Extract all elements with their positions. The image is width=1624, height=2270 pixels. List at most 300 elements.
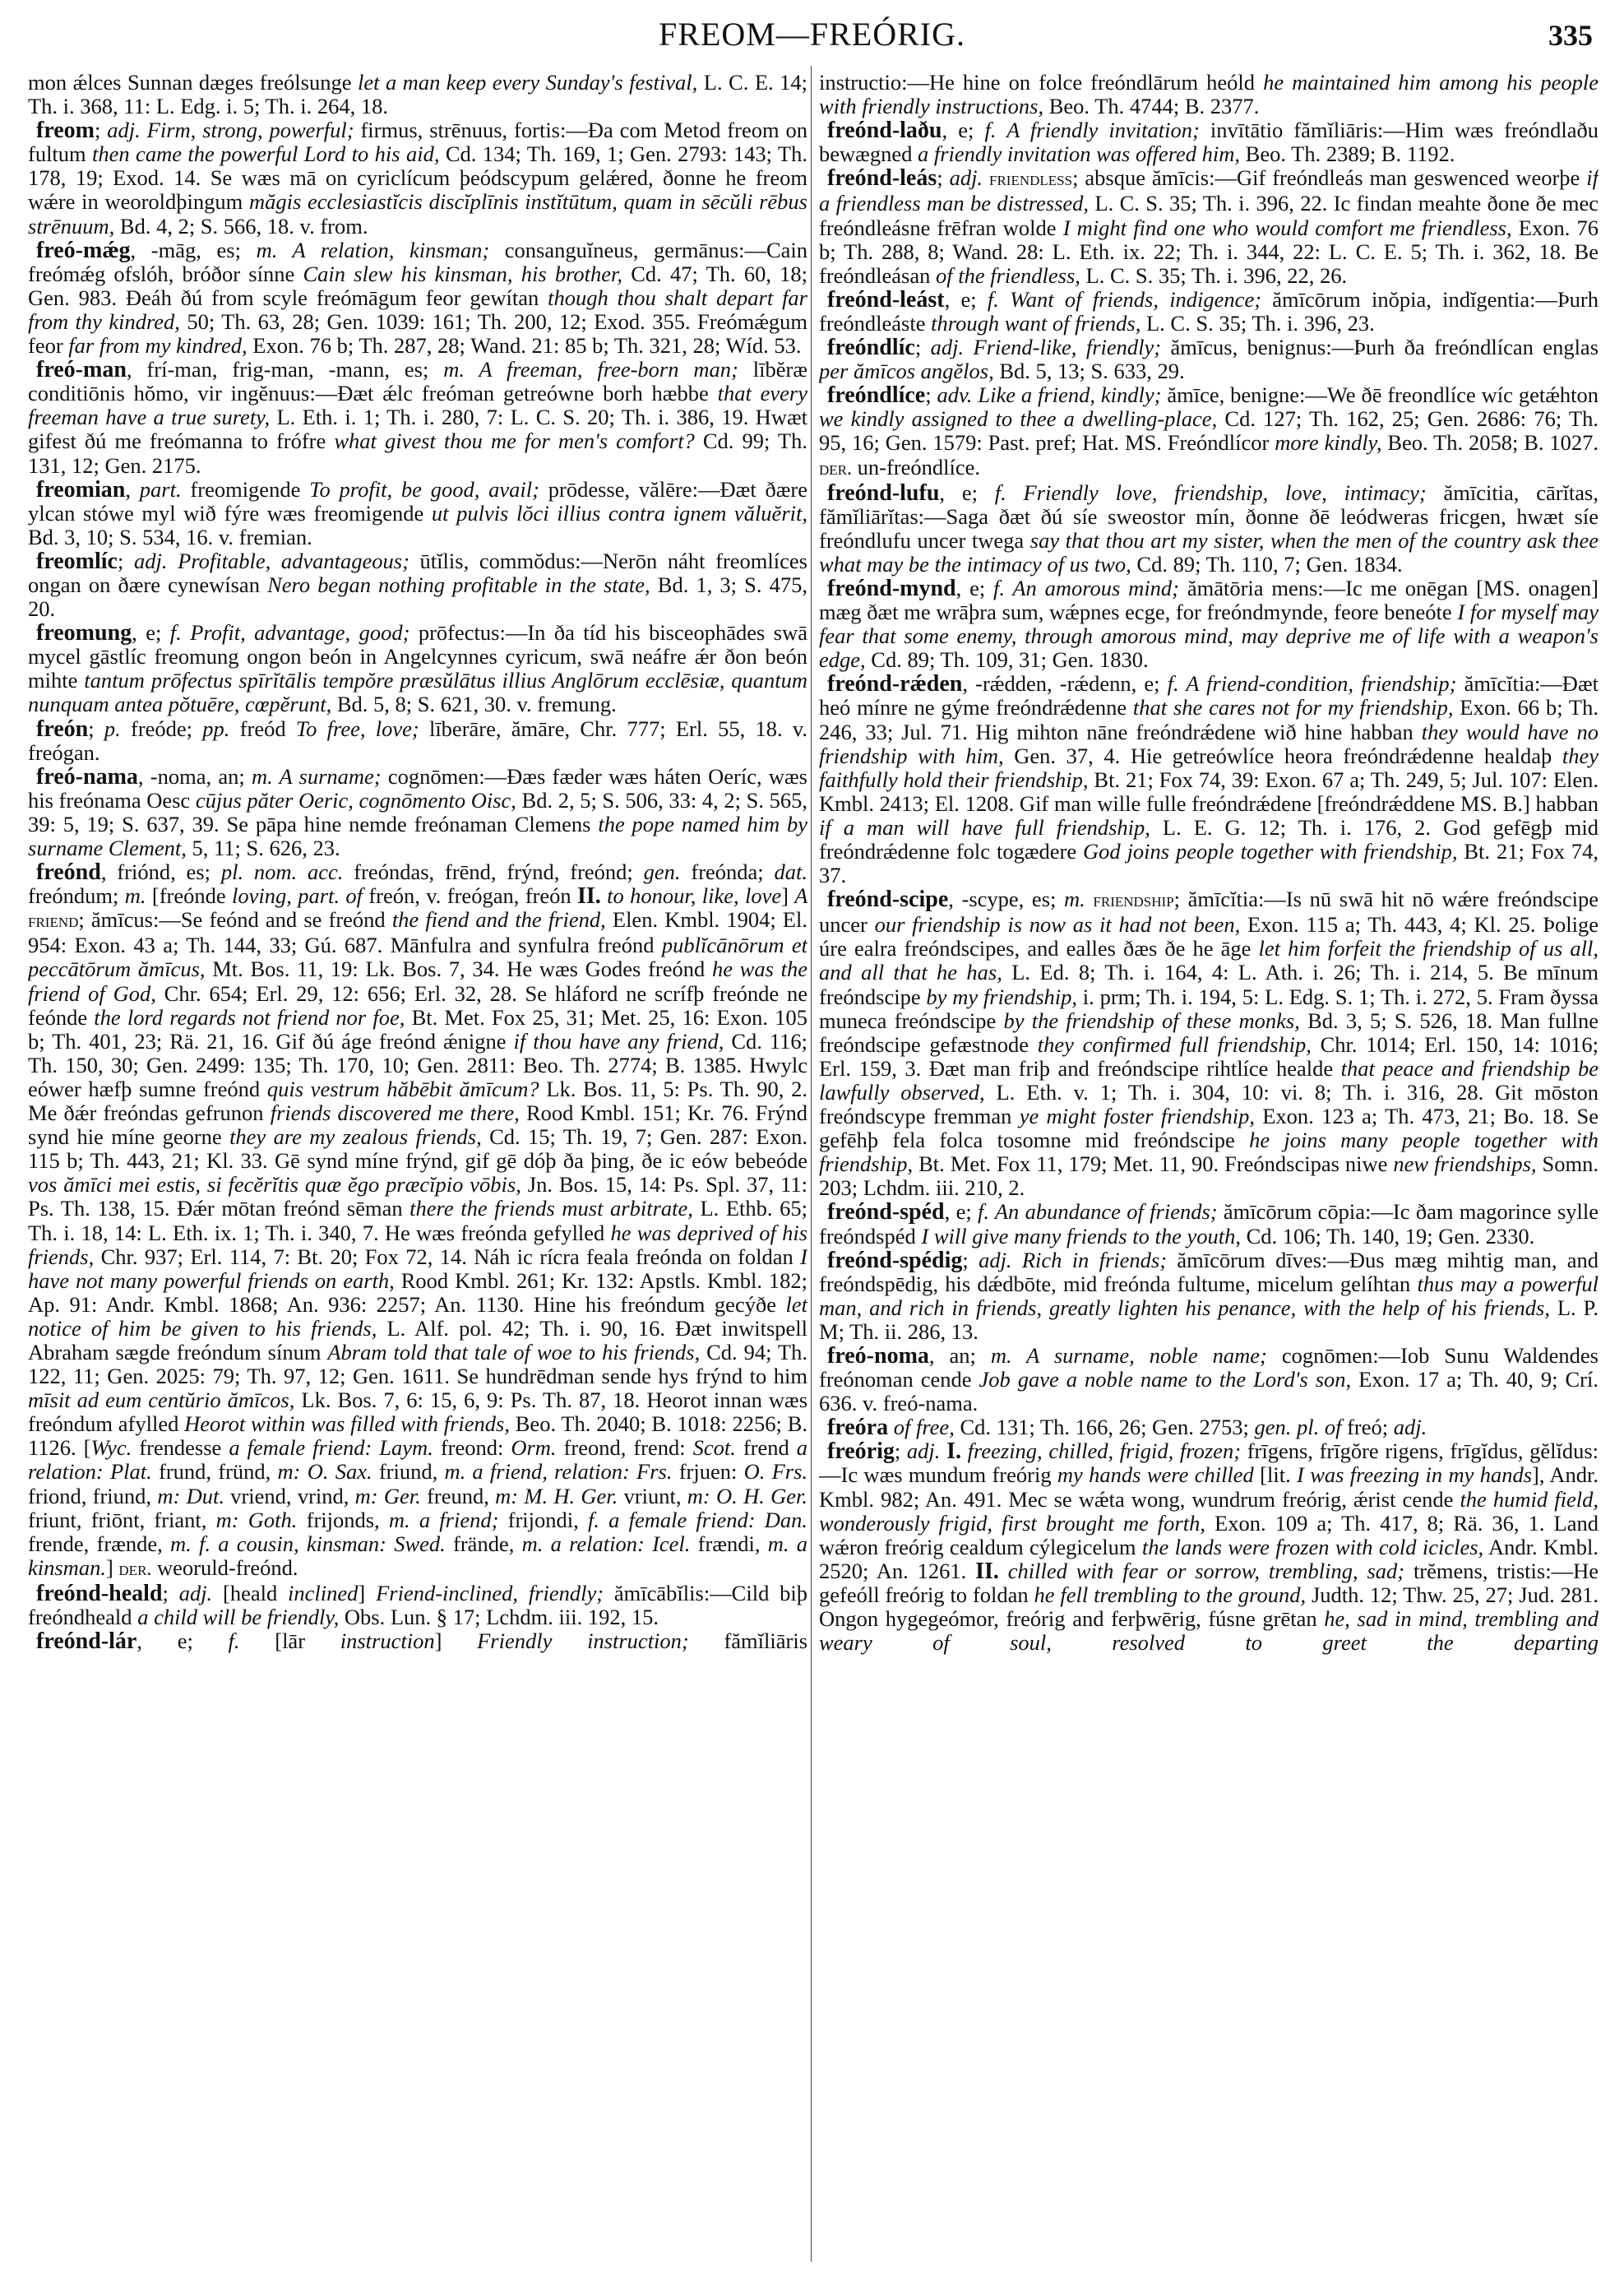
dictionary-entry xyxy=(819,118,1599,166)
entry-text: frændi, xyxy=(690,1531,768,1556)
entry-text: ; xyxy=(962,1247,979,1272)
italic-gloss: the lands were frozen with cold icicles, xyxy=(1141,1534,1484,1559)
entry-text: prōdesse, vălēre:—Ðæt ðære ylcan stówe myl wið fýre wæs freomigende xyxy=(28,476,807,526)
entry-text: fămĭliāris xyxy=(688,1628,807,1654)
entry-text: Cd. 89; Th. 109, 31; Gen. 1830. xyxy=(865,647,1149,673)
entry-text: ămīcitia, cārĭtas, fămĭliārĭtas:—Saga ðæt ðú síe sweostor mín, ðonne ðē leódweras fricgen, hwæt síe freóndlufu uncer twega xyxy=(819,479,1599,553)
entry-text: ; ămīcĭtia:—Is nū swā hit nō wǽre freóndscipe uncer xyxy=(819,887,1599,938)
headword: freónd-lár xyxy=(36,1628,137,1655)
entry-text: ; xyxy=(95,118,108,143)
entry-text: L. Ed. 8; Th. i. 164, 4: L. Ath. i. 26; Th. i. 214, 5. Be mīnum freóndscipe xyxy=(819,960,1599,1009)
entry-text: Exon. 66 b; Th. 246, 33; Jul. 71. Hig mihton nāne freóndrǽdene wið hine habban xyxy=(819,695,1599,744)
italic-gloss: they confirmed full friendship, xyxy=(1037,1031,1312,1057)
entry-text: frände, xyxy=(445,1531,522,1556)
italic-gloss: through want of friends, xyxy=(931,310,1141,336)
italic-gloss: Nero began nothing profitable in the state, xyxy=(267,572,650,597)
entry-text: invītātio fămĭliāris:—Him wæs freóndlaðu bewægned xyxy=(819,118,1599,167)
entry-text: ămīcĭtia:—Ðæt heó mínre ne gýme freóndrǽdenne xyxy=(819,671,1599,720)
entry-text: freóndum; xyxy=(28,883,125,909)
italic-gloss: to honour, like, love xyxy=(600,883,782,909)
dictionary-entry xyxy=(819,71,1599,118)
italic-gloss: inclined xyxy=(288,1580,359,1605)
entry-text: trĕmens, tristis:—He gefeóll freórig to foldan xyxy=(819,1558,1599,1607)
entry-text: freód xyxy=(229,716,296,741)
small-caps-text: der. xyxy=(819,457,852,479)
italic-gloss: gen. xyxy=(643,859,681,885)
italic-gloss: adv. Like a friend, kindly; xyxy=(937,382,1162,408)
entry-text: freó; xyxy=(1341,1415,1394,1440)
entry-text: ; xyxy=(162,1580,179,1605)
entry-text: freóndas, frēnd, frýnd, freónd; xyxy=(343,859,644,885)
dictionary-entry xyxy=(28,860,807,1582)
entry-text: [lār xyxy=(239,1628,340,1654)
entry-text: Bd. 3, 5; S. 526, 18. Man fullne freóndscipe gefæstnode xyxy=(819,1008,1599,1057)
entry-text: ămīcōrum cōpia:—Ic ðam magorince sylle freóndspéd xyxy=(819,1199,1599,1248)
dictionary-entry xyxy=(28,549,807,621)
italic-gloss: m. a friend; xyxy=(388,1507,499,1532)
dictionary-entry xyxy=(819,481,1599,577)
italic-gloss: adj. Friend-like, friendly; xyxy=(930,335,1162,360)
italic-gloss: O. Frs. xyxy=(743,1459,807,1485)
headword: freónd-laðu xyxy=(827,118,942,144)
dictionary-entry xyxy=(819,1344,1599,1415)
entry-text: , friónd, es; xyxy=(100,859,221,885)
italic-gloss: dat. xyxy=(774,859,807,885)
entry-text: [lit. xyxy=(1253,1462,1298,1488)
entry-text: freomigende xyxy=(181,476,310,502)
italic-gloss: m: M. H. Ger. xyxy=(495,1483,618,1508)
entry-text: līberāre, ămāre, Chr. 777; Erl. 55, 18. v. freógan. xyxy=(28,716,807,765)
entry-text: ; absque ămīcis:—Gif freóndleás man geswenced weorþe xyxy=(1072,165,1587,191)
headword: freórig xyxy=(827,1438,895,1465)
entry-text xyxy=(888,1415,894,1439)
italic-gloss: I might find one who would comfort me friendless, xyxy=(1062,215,1512,240)
entry-text: mon ǽlces Sunnan dæges freólsunge xyxy=(28,71,358,95)
entry-text: friund, xyxy=(372,1459,445,1485)
entry-text: , e; xyxy=(136,1628,229,1654)
entry-text: L. Ethb. 65; Th. i. 18, 14: L. Eth. ix. 1; Th. i. 340, 7. He wæs freónda gefylled xyxy=(28,1196,807,1245)
italic-gloss: let him forfeit the friendship of us all, and all that he has, xyxy=(819,936,1599,985)
headword: freónd-lufu xyxy=(827,479,940,506)
entry-text: L. E. G. 12; Th. i. 176, 2. God gefēgþ mid freóndrǽdenne folc togædere xyxy=(819,814,1599,864)
entry-text: ] xyxy=(781,883,795,909)
entry-text: , -māg, es; xyxy=(130,237,257,262)
headword: freónd-mynd xyxy=(827,575,956,601)
italic-gloss: let a man keep every Sunday's festival, xyxy=(357,71,698,95)
entry-text: , e; xyxy=(955,575,994,600)
italic-gloss: m. xyxy=(1064,887,1094,912)
entry-text: Bd. 2, 5; S. 506, 33: 4, 2; S. 565, 39: 5, 19; S. 637, 39. Se pāpa hine nemde freónaman Clemens xyxy=(28,787,807,836)
italic-gloss: m: O. Sax. xyxy=(277,1459,372,1485)
italic-gloss: he maintained him among his people with friendly instructions, xyxy=(819,71,1599,119)
italic-gloss: the pope named him by surname Clement, xyxy=(28,811,807,860)
headword: freó-mǽg xyxy=(36,237,131,263)
headword: freóndlíce xyxy=(827,382,926,409)
entry-text: Bd. 3, 10; S. 534, 16. v. fremian. xyxy=(28,524,312,549)
italic-gloss: God joins people together with friendship, xyxy=(1083,839,1458,864)
italic-gloss: A xyxy=(794,883,807,909)
italic-gloss: adj. xyxy=(178,1580,213,1605)
entry-text: , xyxy=(125,476,140,502)
entry-text: , -noma, an; xyxy=(137,763,252,789)
entry-text: ămīcābĭlis:—Cild biþ freóndheald xyxy=(28,1580,807,1629)
italic-gloss: To free, love; xyxy=(295,716,419,741)
entry-text: Rood Kmbl. 151; Kr. 76. Frýnd synd hie míne georne xyxy=(28,1100,807,1150)
entry-text: L. Alf. pol. 42; Th. i. 90, 16. Ðæt inwitspell Abraham sægde freóndum sínum xyxy=(28,1315,807,1364)
italic-gloss: Scot. xyxy=(692,1435,736,1461)
entry-text: Exon. 109 a; Th. 417, 8; Rä. 36, 1. Land wǽron freórig cealdum cýlegicelum xyxy=(819,1510,1599,1559)
italic-gloss: publĭcānōrum et peccātōrum ămīcus, xyxy=(28,933,807,982)
italic-gloss: of the friendless, xyxy=(936,262,1080,288)
entry-text: L. C. S. 35; Th. i. 396, 22, 26. xyxy=(1080,262,1348,288)
italic-gloss: Wyc. xyxy=(90,1435,132,1461)
headword: II. xyxy=(576,883,601,910)
dictionary-entry xyxy=(819,1415,1599,1439)
entry-text: ămīcus, benignus:—Þurh ða freóndlícan englas xyxy=(1161,335,1599,360)
italic-gloss: that peace and friendship be lawfully observed, xyxy=(819,1055,1599,1105)
entry-text xyxy=(940,1438,946,1463)
dictionary-entry xyxy=(819,672,1599,887)
italic-gloss: he was deprived of his friends, xyxy=(28,1220,807,1269)
italic-gloss: they are my zealous friends, xyxy=(229,1124,482,1150)
italic-gloss: if a man will have full friendship, xyxy=(819,814,1150,840)
entry-text: friond, friund, xyxy=(28,1483,158,1508)
entry-text: Cd. 89; Th. 110, 7; Gen. 1834. xyxy=(1131,551,1403,577)
entry-text: Beo. Th. 4744; B. 2377. xyxy=(1043,94,1260,119)
italic-gloss: m. A freeman, free-born man; xyxy=(443,357,738,382)
entry-text: Cd. 94; Th. 122, 11; Gen. 2025: 79; Th. 97, 12; Gen. 1611. Se hundrēdman sende hys frýnd to him xyxy=(28,1339,807,1389)
italic-gloss: loving, part. of xyxy=(232,883,363,909)
italic-gloss: m. A surname; xyxy=(252,763,382,789)
headword: freónd-rǽden xyxy=(827,671,963,697)
italic-gloss: more kindly, xyxy=(1275,430,1382,456)
entry-text: Exon. 76 b; Th. 288, 8; Wand. 28: L. Eth. ix. 22; Th. i. 344, 22: L. C. E. 5; Th. i. 362, 18. Be freóndleásan xyxy=(819,215,1599,288)
headword: freónd-spéd xyxy=(827,1199,945,1225)
entry-text: ămīcōrum dīves:—Ðus mæg mihtig man, and freóndspēdig, his dǽdbōte, mid freónda fultume, micelum gelíhtan xyxy=(819,1247,1599,1296)
entry-text: Rood Kmbl. 261; Kr. 132: Apstls. Kmbl. 182; Ap. 91: Andr. Kmbl. 1868; An. 936: 2257; An. 1130. Hine his freóndum gecýðe xyxy=(28,1267,807,1317)
entry-text: [freónde xyxy=(146,883,232,909)
entry-text: ; xyxy=(117,548,134,573)
headword: freomian xyxy=(36,476,126,503)
italic-gloss: part. xyxy=(139,476,182,502)
entry-text: Bd. 1, 3; S. 475, 20. xyxy=(28,572,807,622)
entry-text: freónda; xyxy=(680,859,775,885)
entry-text: ] xyxy=(434,1628,478,1654)
italic-gloss: they faithfully hold their friendship, xyxy=(819,743,1599,792)
italic-gloss: then came the powerful Lord to his aid, xyxy=(92,141,440,167)
dictionary-entry xyxy=(819,383,1599,480)
italic-gloss: a child will be friendly, xyxy=(137,1605,340,1629)
italic-gloss: Friend-inclined, friendly; xyxy=(376,1580,604,1605)
italic-gloss: he was the friend of God, xyxy=(28,957,807,1006)
italic-gloss: adj. Profitable, advantageous; xyxy=(134,548,409,573)
italic-gloss: I have not many powerful friends on earth, xyxy=(28,1244,807,1293)
small-caps-text: der. xyxy=(118,1558,152,1580)
entry-text: Exon. 76 b; Th. 287, 28; Wand. 21: 85 b; Th. 321, 28; Wíd. 53. xyxy=(247,333,802,359)
headword: II. xyxy=(975,1558,999,1584)
small-caps-text: friendless xyxy=(989,169,1073,191)
italic-gloss: he joins many people together with friendship, xyxy=(819,1128,1599,1177)
italic-gloss: instruction xyxy=(340,1628,435,1654)
entry-text: Beo. Th. 2058; B. 1027. xyxy=(1381,430,1599,456)
entry-text: ; xyxy=(88,716,104,741)
dictionary-entry xyxy=(28,765,807,860)
italic-gloss: a female friend: Laym. xyxy=(229,1435,433,1461)
italic-gloss: adj. xyxy=(906,1438,941,1464)
entry-text: Mt. Bos. 11, 19: Lk. Bos. 7, 34. He wæs Godes freónd xyxy=(205,957,712,982)
entry-text: Cd. 99; Th. 131, 12; Gen. 2175. xyxy=(28,429,807,478)
italic-gloss: that every freeman have a true surety, xyxy=(28,381,807,430)
entry-text: Exon. 17 a; Th. 40, 9; Crí. 636. v. freó-nama. xyxy=(819,1367,1599,1416)
entry-text: Cd. 15; Th. 19, 7; Gen. 287: Exon. 115 b; Th. 443, 21; Kl. 33. Gē synd míne frýnd, gif gē dóþ ða þing, ðe ic eów bebeóde xyxy=(28,1124,807,1174)
italic-gloss: f. An abundance of friends; xyxy=(978,1199,1218,1225)
italic-gloss: m: Ger. xyxy=(354,1483,421,1508)
dictionary-entry xyxy=(819,336,1599,383)
entry-text: Lk. Bos. 7, 6: 15, 6, 9: Ps. Th. 87, 18. Heorot innan wæs freóndum afylled xyxy=(28,1387,807,1437)
entry-text: ] xyxy=(358,1580,377,1605)
italic-gloss: a relation: Plat. xyxy=(28,1435,807,1485)
entry-text: , e; xyxy=(944,1199,979,1225)
italic-gloss: ut pulvis lŏci illius contra ignem văluĕrit, xyxy=(431,500,807,526)
italic-gloss: Job gave a noble name to the Lord's son, xyxy=(979,1367,1352,1392)
italic-gloss: I for myself may fear that some enemy, through amorous mind, may deprive me of life with a weapon's edge, xyxy=(819,600,1599,673)
entry-text: ūtĭlis, commŏdus:—Nerōn náht freomlíces ongan on ðære cynewísan xyxy=(28,548,807,597)
headword: freónd-leást xyxy=(827,286,945,313)
entry-text: ; xyxy=(937,165,950,191)
dictionary-entry xyxy=(28,717,807,765)
entry-text: Cd. 131; Th. 166, 26; Gen. 2753; xyxy=(954,1415,1255,1440)
italic-gloss: we kindly assigned to thee a dwelling-place, xyxy=(819,406,1218,432)
italic-gloss: he, sad in mind, trembling and weary of soul, resolved to greet the departing xyxy=(819,1606,1599,1656)
headword: freónd-heald xyxy=(36,1580,163,1606)
italic-gloss: adj. xyxy=(1393,1415,1427,1440)
italic-gloss: my hands were chilled xyxy=(1057,1462,1254,1488)
italic-gloss: thus may a powerful man, and rich in friends, greatly lighten his penance, with the help of his friends, xyxy=(819,1271,1599,1320)
entry-text: frjuen: xyxy=(672,1459,744,1485)
entry-text: [heald xyxy=(212,1580,289,1605)
entry-text: cognōmen:—Ðæs fæder wæs háten Oeríc, wæs his freónama Oesc xyxy=(28,763,807,813)
italic-gloss: far from my kindred, xyxy=(68,333,248,359)
headword: freónd xyxy=(36,859,101,886)
page-number: 335 xyxy=(1548,19,1593,52)
italic-gloss: măgis ecclesiastĭcis discĭplīnis instĭtūtum, quam in sēcŭli rēbus strēnuum, xyxy=(28,189,807,239)
italic-gloss: the fiend and the friend, xyxy=(391,907,606,933)
italic-gloss: quis vestrum hăbēbit ămīcum? xyxy=(266,1076,539,1101)
entry-text: Beo. Th. 2040; B. 1018: 2256; B. 1126. [ xyxy=(28,1411,807,1461)
italic-gloss: pp. xyxy=(202,716,230,741)
entry-text: freóde; xyxy=(120,716,203,741)
headword: freó-man xyxy=(36,357,127,383)
italic-gloss: friends discovered me there, xyxy=(270,1100,520,1126)
italic-gloss: adj. xyxy=(949,165,989,191)
italic-gloss: though thou shalt depart far from thy kindred, xyxy=(28,285,807,334)
small-caps-text: friendship xyxy=(1093,890,1174,912)
headword: freóndlíc xyxy=(827,335,915,361)
entry-text: lībĕræ conditiōnis hŏmo, vir ingĕnuus:—Ðæt ǽlc freóman getreówne borh hæbbe xyxy=(28,357,807,406)
entry-text: , -rǽdden, -rǽdenn, e; xyxy=(962,671,1168,697)
headword: freón xyxy=(36,716,89,742)
entry-text: , frí-man, frig-man, -mann, es; xyxy=(126,357,444,382)
dictionary-entry xyxy=(819,288,1599,336)
entry-text: Jn. Bos. 15, 14: Ps. Spl. 37, 11: Ps. Th. 138, 15. Ðǽr mōtan freónd sēman xyxy=(28,1172,807,1221)
italic-gloss: adj. Rich in friends; xyxy=(979,1247,1168,1272)
left-column xyxy=(28,71,807,2263)
headword: freónd-leás xyxy=(827,165,937,192)
entry-text: firmus, strēnuus, fortis:—Ða com Metod freom on fultum xyxy=(28,118,807,167)
italic-gloss: f. An amorous mind; xyxy=(993,575,1180,600)
entry-text: Somn. 203; Lchdm. iii. 210, 2. xyxy=(819,1151,1599,1201)
small-caps-text: friend xyxy=(28,910,79,933)
entry-text: Cd. 106; Th. 140, 19; Gen. 2330. xyxy=(1240,1223,1535,1248)
entry-text: i. prm; Th. i. 194, 5: L. Edg. S. 1; Th. i. 272, 5. Fram ðyssa muneca freóndscipe xyxy=(819,984,1599,1033)
entry-text: vriend, vrind, xyxy=(224,1483,355,1508)
italic-gloss: m: Dut. xyxy=(157,1483,224,1508)
italic-gloss: m. f. a cousin, kinsman: Swed. xyxy=(170,1531,446,1556)
headword: freónd-spédig xyxy=(827,1247,963,1273)
column-divider xyxy=(811,66,812,2262)
entry-text: instructio:—He hine on folce freóndlārum heóld xyxy=(819,71,1264,95)
headword: I. xyxy=(946,1438,961,1465)
italic-gloss: tantum prōfectus spīrĭtālis tempŏre præsŭlātus illius Anglōrum ecclēsiæ, quantum nunquam antea pŏtuēre, cœpĕrunt, xyxy=(28,668,807,717)
headword: freó-noma xyxy=(827,1342,929,1369)
italic-gloss: m. a kinsman. xyxy=(28,1531,807,1580)
entry-text: Judth. 12; Thw. 25, 27; Jud. 281. Ongon hygegeómor, freórig and ferþwērig, fúsne grētan xyxy=(819,1582,1599,1631)
italic-gloss: they would have no friendship with him, xyxy=(819,719,1599,768)
entry-text: Cd. 116; Th. 150, 30; Gen. 2499: 135; Th. 170, 10; Gen. 2811: Beo. Th. 2774; B. 1385. Hwylc eówer hæfþ sumne freónd xyxy=(28,1028,807,1101)
running-head: FREOM—FREÓRIG. xyxy=(659,16,965,53)
entry-text: Chr. 654; Erl. 29, 12: 656; Erl. 32, 28. Se hláford ne scrífþ freónde ne feónde xyxy=(28,980,807,1030)
italic-gloss: Heorot within was filled with friends, xyxy=(184,1411,510,1437)
italic-gloss: m: O. H. Ger. xyxy=(687,1483,807,1508)
entry-text: Exon. 115 a; Th. 443, 4; Kl. 25. Þolige úre ealra freóndscipes, and ealles ðæs ðe he āge xyxy=(819,912,1599,961)
italic-gloss: the humid field, wonderously frigid, first brought me forth, xyxy=(819,1486,1599,1536)
headword: freó-nama xyxy=(36,763,138,790)
italic-gloss: f. a female friend: Dan. xyxy=(587,1507,807,1532)
entry-text: friunt, friōnt, friant, xyxy=(28,1507,216,1532)
italic-gloss: Friendly instruction; xyxy=(477,1628,689,1654)
entry-text: , -scype, es; xyxy=(948,887,1064,912)
entry-text: Bd. 4, 2; S. 566, 18. v. from. xyxy=(114,213,368,239)
entry-text: Bt. 21; Fox 74, 39: Exon. 67 a; Th. 249, 5; Jul. 107: Elen. Kmbl. 2413; El. 1208. Gif man wille fulle freóndrǽdene [freóndrǽddene MS. B.] habban xyxy=(819,767,1599,816)
entry-text: ; xyxy=(914,335,931,360)
entry-text: ; ămīcus:—Se feónd and se freónd xyxy=(78,907,392,933)
italic-gloss: m. a relation: Icel. xyxy=(521,1531,691,1556)
headword: freomung xyxy=(36,620,132,646)
italic-gloss: our friendship is now as it had not been, xyxy=(874,912,1241,938)
italic-gloss: f. Profit, advantage, good; xyxy=(169,620,410,646)
italic-gloss: if thou have any friend, xyxy=(513,1028,724,1054)
italic-gloss: that she cares not for my friendship, xyxy=(1132,695,1454,720)
italic-gloss: the lord regards not friend nor foe, xyxy=(94,1004,405,1030)
entry-text: un-freóndlíce. xyxy=(852,454,980,479)
entry-text: , e; xyxy=(942,118,985,143)
entry-text: , e; xyxy=(132,620,170,646)
right-column xyxy=(819,71,1599,2263)
headword: freom xyxy=(36,118,95,144)
entry-text: prōfectus:—In ða tíd his bisceophādes swā mycel gāstlíc freomung ongon beón in Angelcynnes cyricum, swā neáfre ǽr ðon beón mihte xyxy=(28,620,807,693)
italic-gloss: ye might foster friendship, xyxy=(1019,1104,1255,1129)
italic-gloss: per ămīcos angĕlos, xyxy=(819,359,994,384)
entry-text: Bt. Met. Fox 11, 179; Met. 11, 90. Freóndscipas niwe xyxy=(913,1151,1394,1177)
headword: freónd-scipe xyxy=(827,887,949,913)
italic-gloss: cūjus păter Oeric, cognōmento Oisc, xyxy=(195,787,516,813)
dictionary-entry xyxy=(28,239,807,358)
entry-text: Gen. 37, 4. Hie getreówlíce heora freóndrǽdenne healdaþ xyxy=(1003,743,1562,768)
entry-text: L. Eth. i. 1; Th. i. 280, 7: L. C. S. 20; Th. i. 386, 19. Hwæt gifest ðú me freómanna to frófre xyxy=(28,405,807,454)
italic-gloss: p. xyxy=(104,716,121,741)
italic-gloss: f. Friendly love, friendship, love, intimacy; xyxy=(994,479,1427,505)
entry-text: freund, xyxy=(420,1483,496,1508)
entry-text: Bt. 21; Fox 74, 37. xyxy=(819,839,1599,888)
dictionary-entry xyxy=(28,1629,807,1653)
entry-text: ; xyxy=(925,382,937,408)
dictionary-entry xyxy=(819,1248,1599,1344)
italic-gloss: m. a friend, relation: Frs. xyxy=(444,1459,673,1485)
italic-gloss: a friendly invitation was offered him, xyxy=(917,141,1241,167)
entry-text: Beo. Th. 2389; B. 1192. xyxy=(1240,141,1455,167)
entry-text: Chr. 937; Erl. 114, 7: Bt. 20; Fox 72, 14. Náh ic rícra feala freónda on foldan xyxy=(94,1244,801,1269)
dictionary-entry xyxy=(28,621,807,716)
entry-text: frijonds, xyxy=(297,1507,389,1532)
entry-text: consanguĭneus, germānus:—Cain freómǽg ofslóh, bróðor sínne xyxy=(28,237,807,286)
entry-text: ] xyxy=(105,1554,119,1580)
entry-text: freond, frend: xyxy=(556,1435,693,1461)
entry-text: cognōmen:—Iob Sunu Waldendes freónoman cende xyxy=(819,1342,1599,1392)
entry-text: L. C. E. 14; Th. i. 368, 11: L. Edg. i. 5; Th. i. 264, 18. xyxy=(28,71,807,119)
entry-text: L. Eth. v. 1; Th. i. 304, 10: vi. 8; Th. i. 316, 28. Git mōston freóndscype fremman xyxy=(819,1079,1599,1129)
italic-gloss: of free, xyxy=(893,1415,955,1440)
headword: freomlíc xyxy=(36,548,118,574)
italic-gloss: To profit, be good, avail; xyxy=(309,476,539,502)
dictionary-entry xyxy=(819,1439,1599,1655)
italic-gloss: mīsit ad eum centŭrio ămīcos, xyxy=(28,1387,295,1413)
entry-text: 5, 11; S. 626, 23. xyxy=(186,836,340,860)
entry-text: ; xyxy=(894,1438,907,1464)
entry-text: weoruld-freónd. xyxy=(151,1554,298,1580)
entry-text: L. C. S. 35; Th. i. 396, 22. Ic findan meahte ðone ðe mec freóndleásne frēfran wolde xyxy=(819,191,1599,240)
entry-text: Bd. 5, 8; S. 621, 30. v. fremung. xyxy=(331,692,617,717)
entry-text: frende, frænde, xyxy=(28,1531,171,1556)
italic-gloss: Cain slew his kinsman, his brother, xyxy=(303,261,623,286)
entry-text: vriunt, xyxy=(618,1483,687,1508)
italic-gloss: I will give many friends to the youth, xyxy=(921,1223,1241,1248)
italic-gloss: Abram told that tale of woe to his friends, xyxy=(327,1339,701,1364)
entry-text: , e; xyxy=(939,479,995,505)
dictionary-entry xyxy=(819,577,1599,672)
dictionary-entry xyxy=(819,166,1599,287)
entry-text: ], Andr. Kmbl. 982; An. 491. Mec se wǽta wong, wundrum freórig, ǽrist cende xyxy=(819,1462,1599,1512)
italic-gloss: f. xyxy=(228,1628,240,1654)
dictionary-entry xyxy=(28,71,807,118)
entry-text: 50; Th. 63, 28; Gen. 1039: 161; Th. 200, 12; Exod. 355. Freómǽgum feor xyxy=(28,308,807,359)
italic-gloss: by my friendship, xyxy=(926,984,1077,1009)
italic-gloss: pl. nom. acc. xyxy=(220,859,344,885)
entry-text: , e; xyxy=(944,286,988,312)
entry-text: L. C. S. 35; Th. i. 396, 23. xyxy=(1141,310,1375,336)
entry-text: L. P. M; Th. ii. 286, 13. xyxy=(819,1295,1599,1344)
italic-gloss: f. A friend-condition, friendship; xyxy=(1167,671,1457,697)
italic-gloss: Orm. xyxy=(511,1435,557,1461)
dictionary-entry xyxy=(28,478,807,549)
italic-gloss: he fell trembling to the ground, xyxy=(1034,1582,1307,1607)
entry-text: Cd. 127; Th. 162, 25; Gen. 2686: 76; Th. 95, 16; Gen. 1579: Past. pref; Hat. MS. Freóndlícor xyxy=(819,406,1599,456)
italic-gloss: gen. pl. of xyxy=(1254,1415,1342,1440)
entry-text: ămātōria mens:—Ic me onēgan [MS. onagen] mæg ðæt me wrāþra sum, wǽpnes ecge, for freóndmynde, feore beneóte xyxy=(819,575,1599,625)
entry-text: freond: xyxy=(433,1435,511,1461)
italic-gloss: vos ămīci mei estis, si fecĕrĭtis quæ ĕgo præcĭpio vōbis, xyxy=(28,1172,521,1198)
italic-gloss: freezing, chilled, frigid, frozen; xyxy=(961,1438,1242,1464)
entry-text: frijondi, xyxy=(498,1507,588,1532)
